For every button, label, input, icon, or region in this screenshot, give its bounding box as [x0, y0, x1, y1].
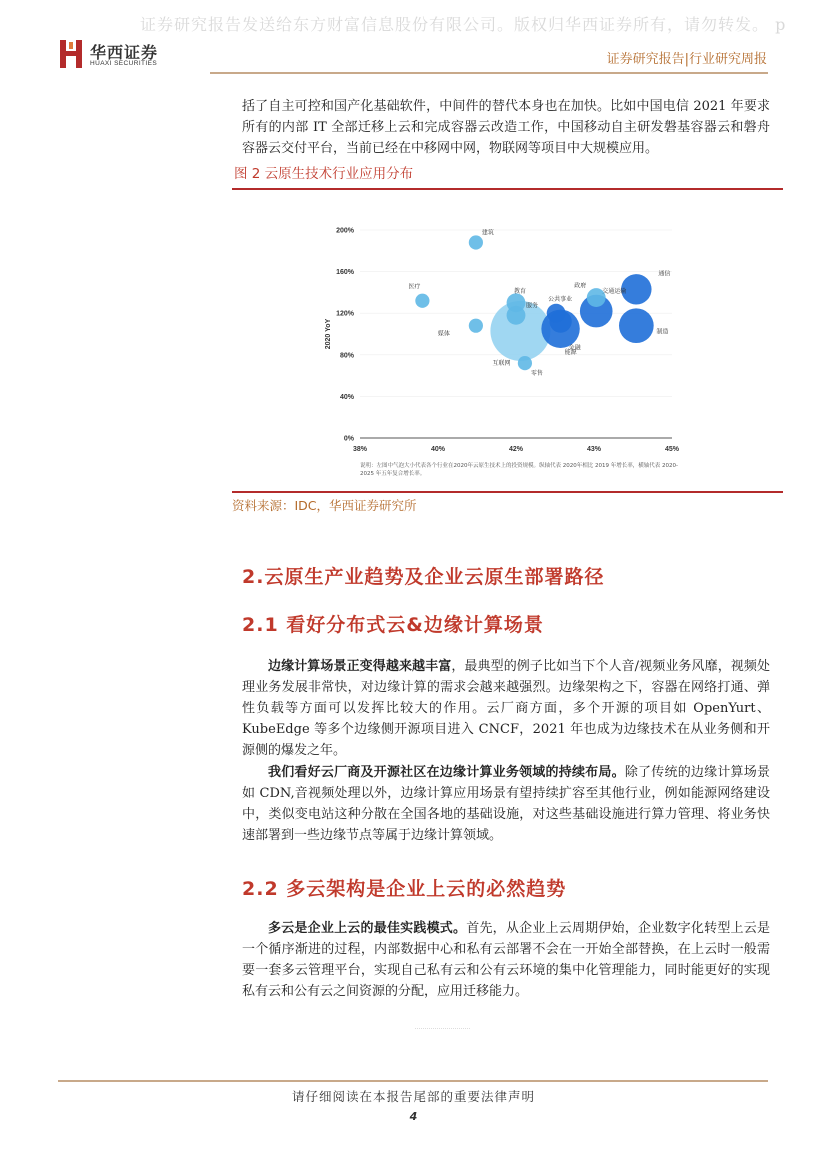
paragraph-multicloud: [242, 918, 770, 1002]
bubble-label: 零售: [530, 370, 543, 378]
paragraph-lead: 多云是企业上云的最佳实践模式。: [268, 921, 467, 936]
figure-bottom-rule: [232, 491, 783, 493]
x-tick-label: 38%: [352, 446, 368, 453]
paragraph-body: ，最典型的例子比如当下个人音/视频业务风靡，视频处理业务发展非常快，对边缘计算的需求会越来越强烈。边缘架构之下，容器在网络打通、弹性负载等方面可以发挥比较大的作用。云厂商方面，多个开源的项目如 OpenYurt、KubeEdge 等多个边缘侧开源项目进入 CNCF，2021 年也成为边缘技术在从业务侧和开源侧的爆发之年。: [242, 659, 770, 758]
decorative-dots: [415, 1028, 470, 1029]
intro-paragraph: 括了自主可控和国产化基础软件，中间件的替代本身也在加快。比如中国电信 2021 年要求所有的内部 IT 全部迁移上云和完成容器云改造工作，中国移动自主研发磐基容器云和磐舟容器云交付平台，当前已经在中移网中网，物联网等项目中大规模应用。: [242, 99, 770, 156]
page-number: 4: [409, 1110, 418, 1123]
section-heading-2: 2.云原生产业趋势及企业云原生部署路径: [242, 566, 605, 588]
y-tick-label: 160%: [336, 269, 354, 277]
logo-chinese-text: 华西证券: [90, 43, 159, 62]
header-divider: [210, 72, 768, 74]
y-tick-label: 40%: [339, 393, 354, 401]
y-tick-label: 200%: [336, 227, 354, 235]
bubble-point: [469, 319, 483, 333]
figure-top-rule: [232, 188, 783, 190]
bubble-chart: [232, 194, 783, 490]
logo-english-text: HUAXI SECURITIES: [90, 60, 158, 67]
bubble-label: 交通运输: [602, 288, 627, 296]
bubble-label: 金融: [568, 344, 581, 352]
bubble-label: 通信: [658, 270, 671, 278]
bubble-point: [469, 235, 483, 249]
watermark: 证券研究报告发送给东方财富信息股份有限公司。版权归华西证券所有，请勿转发。 p: [140, 15, 787, 34]
footer-divider: [58, 1080, 768, 1082]
paragraph-lead: 我们看好云厂商及开源社区在边缘计算业务领域的持续布局。: [268, 765, 625, 780]
logo-mark-icon: [58, 38, 86, 70]
bubble-label: 建筑: [481, 229, 494, 237]
x-tick-label: 40%: [430, 446, 446, 453]
bubble-label: 互联网: [492, 359, 511, 367]
figure-caption: 图 2 云原生技术行业应用分布: [234, 166, 414, 182]
bubble-point: [547, 304, 566, 323]
bubble-label: 医疗: [408, 283, 421, 291]
chart-note: 说明：左图中气泡大小代表各个行业在2020年云原生技术上的投资规模。纵轴代表 2020年相比 2019 年增长率，横轴代表 2020-2025 年五年复合增长率。: [360, 463, 678, 477]
bubble-label: 能源: [564, 349, 577, 357]
paragraph-body: 除了传统的边缘计算场景如 CDN,音视频处理以外，边缘计算应用场景有望持续扩容至其他行业，例如能源网络建设中，类似变电站这种分散在全国各地的基础设施，对这些基础设施进行算力管理、将业务快速部署到一些边缘节点等属于边缘计算领域。: [242, 765, 770, 843]
section-heading-2-2: 2.2 多云架构是企业上云的必然趋势: [242, 878, 567, 900]
x-tick-label: 45%: [664, 446, 680, 453]
x-tick-label: 42%: [508, 446, 524, 453]
paragraph-body: 首先，从企业上云周期伊始，企业数字化转型上云是一个循序渐进的过程，内部数据中心和私有云部署不会在一开始全部替换，在上云时一般需要一套多云管理平台，实现自己私有云和公有云环境的集中化管理能力，同时能更好的实现私有云和公有云之间资源的分配，应用迁移能力。: [242, 921, 770, 999]
bubble-label: 教育: [514, 287, 527, 295]
figure-source: 资料来源：IDC，华西证券研究所: [232, 498, 417, 513]
bubble-label: 媒体: [437, 330, 450, 338]
bubble-label: 服务: [526, 302, 539, 310]
bubble-point: [619, 308, 654, 343]
section-heading-2-1: 2.1 看好分布式云&边缘计算场景: [242, 614, 544, 636]
y-tick-label: 120%: [336, 310, 354, 318]
bubble-point: [518, 356, 532, 370]
y-tick-label: 80%: [339, 352, 354, 360]
bubble-label: 政府: [574, 282, 587, 290]
report-type-label: 证券研究报告|行业研究周报: [606, 52, 767, 67]
company-logo: [58, 38, 208, 72]
bubble-chart-svg: [232, 194, 783, 490]
bubble-point: [507, 306, 526, 325]
bubble-label: 公共事业: [548, 296, 573, 304]
y-tick-label: 0%: [343, 435, 354, 443]
paragraph-edge-computing: [242, 656, 770, 761]
y-axis-label: 2020 YoY: [325, 318, 332, 350]
paragraph-cloud-vendors: [242, 762, 770, 846]
x-tick-label: 43%: [586, 446, 602, 453]
bubble-point: [415, 294, 429, 308]
paragraph-lead: 边缘计算场景正变得越来越丰富: [268, 659, 452, 674]
bubble-label: 制造: [656, 328, 669, 336]
footer-legal-note: 请仔细阅读在本报告尾部的重要法律声明: [291, 1089, 535, 1104]
